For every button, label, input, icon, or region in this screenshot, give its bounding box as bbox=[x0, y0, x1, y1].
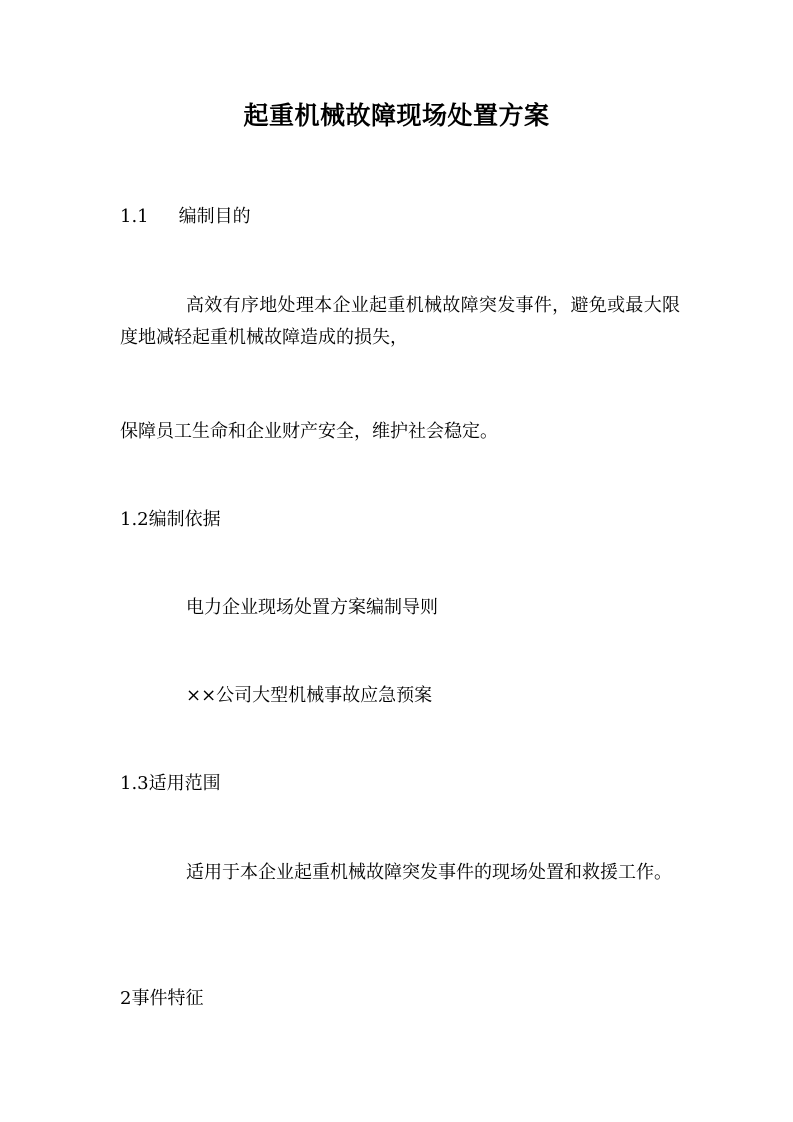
section-1-3-paragraph: 适用于本企业起重机械故障突发事件的现场处置和救援工作。 bbox=[186, 862, 672, 883]
basis-item-2: ××公司大型机械事故应急预案 bbox=[186, 685, 433, 706]
section-1-1-paragraph: 高效有序地处理本企业起重机械故障突发事件，避免或最大限度地减轻起重机械故障造成的损失， bbox=[120, 295, 680, 348]
document-title: 起重机械故障现场处置方案 bbox=[243, 101, 550, 130]
section-1-2-heading: 1.2编制依据 bbox=[120, 509, 221, 530]
section-1-1-title: 编制目的 bbox=[178, 206, 251, 227]
section-1-1-heading bbox=[120, 203, 251, 231]
section-1-1-paragraph-continued: 保障员工生命和企业财产安全，维护社会稳定。 bbox=[120, 421, 498, 442]
section-1-3-heading: 1.3适用范围 bbox=[120, 773, 221, 794]
basis-item-1: 电力企业现场处置方案编制导则 bbox=[186, 597, 438, 618]
section-2-heading: 2事件特征 bbox=[120, 988, 204, 1009]
section-1-1-number: 1.1 bbox=[120, 206, 149, 227]
